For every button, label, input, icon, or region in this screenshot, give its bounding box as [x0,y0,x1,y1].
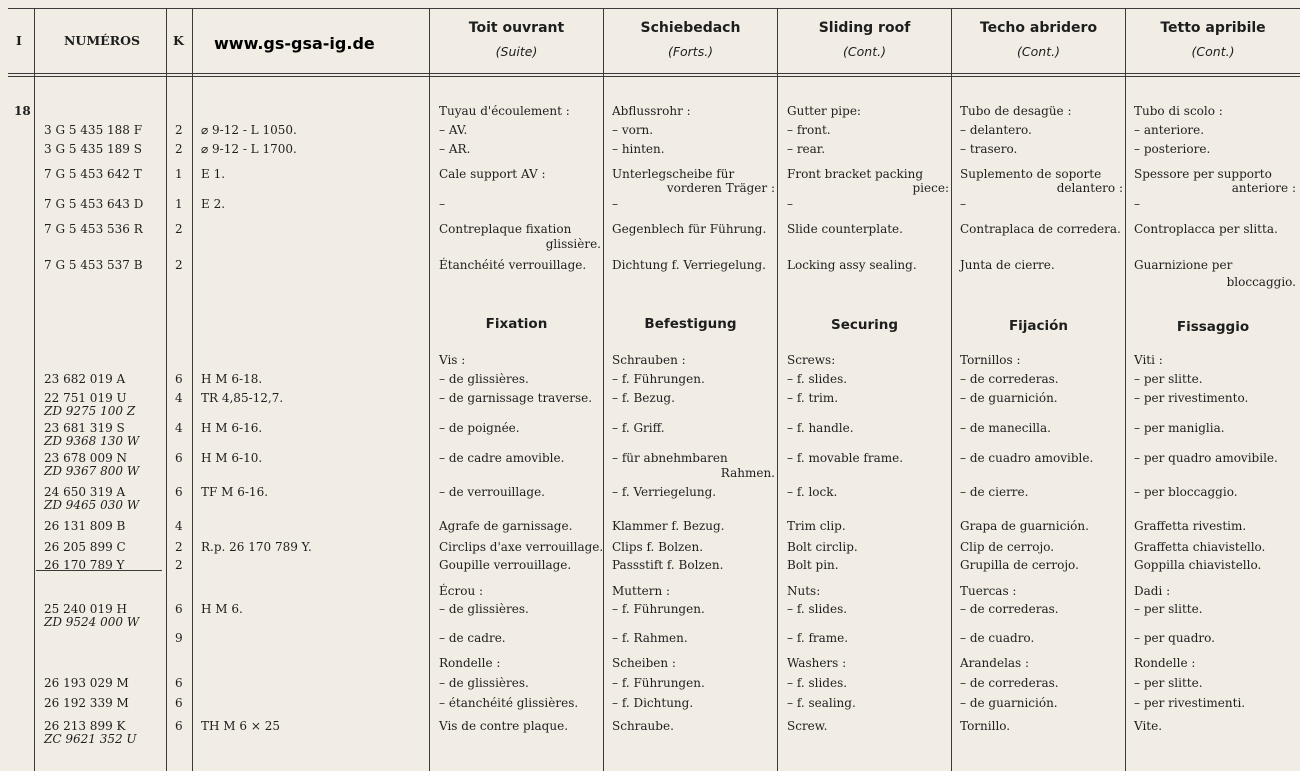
cell-en: – f. slides. [787,602,848,616]
cell-ref: 26 213 899 K [44,719,126,733]
cell-fr: – AV. [439,123,468,137]
cell-es: Grapa de guarnición. [960,519,1089,533]
header-col-i: I [16,33,22,48]
cell-k: 6 [175,485,183,499]
cell-de: Schraube. [612,719,674,733]
cell-de: Passstift f. Bolzen. [612,558,724,572]
cell-en: Bolt pin. [787,558,839,572]
col-divider [777,8,778,771]
header-col-k: K [173,33,184,48]
cell-it: – per rivestimento. [1134,391,1249,405]
cell-it: – posteriore. [1134,142,1211,156]
cell-ref-alt: ZC 9621 352 U [44,732,137,746]
cell-es: Suplemento de soporte [960,167,1102,181]
cell-spec: E 2. [201,197,226,211]
cell-it: Graffetta rivestim. [1134,519,1247,533]
cell-fr: – de garnissage traverse. [439,391,593,405]
cell-en: Screw. [787,719,828,733]
cell-ref: 7 G 5 453 537 B [44,258,143,272]
cell-de: – f. Dichtung. [612,696,694,710]
cell-k: 4 [175,519,183,533]
cell-es: – [960,197,966,211]
cell-k: 6 [175,602,183,616]
cell-de: Schrauben : [612,353,686,367]
cell-es: – delantero. [960,123,1032,137]
cell-es: Clip de cerrojo. [960,540,1055,554]
header-lang-sub: (Forts.) [667,44,714,59]
cell-de: – f. Bezug. [612,391,675,405]
cell-fr: Écrou : [439,584,484,598]
cell-fr: Rondelle : [439,656,501,670]
cell-es: – de cuadro. [960,631,1035,645]
cell-es: – de guarnición. [960,696,1058,710]
cell-spec: TR 4,85-12,7. [201,391,284,405]
cell-ref: 23 681 319 S [44,421,125,435]
cell-en: Nuts: [787,584,821,598]
section-heading: Befestigung [644,316,737,332]
cell-spec: R.p. 26 170 789 Y. [201,540,312,554]
cell-ref: 26 131 809 B [44,519,126,533]
cell-fr: – étanchéité glissières. [439,696,579,710]
cell-k: 2 [175,258,183,272]
cell-de: – f. Rahmen. [612,631,688,645]
header-lang-title: Schiebedach [640,20,741,36]
cell-en: Locking assy sealing. [787,258,917,272]
cell-k: 6 [175,696,183,710]
cell-fr: Circlips d'axe verrouillage. [439,540,604,554]
cell-en: – f. frame. [787,631,849,645]
cell-es: Tornillos : [960,353,1021,367]
cell-es: – de guarnición. [960,391,1058,405]
cell-ref-alt: ZD 9524 000 W [44,615,140,629]
header-col-numeros: NUMÉROS [64,33,140,48]
cell-es: – de correderas. [960,602,1059,616]
cell-de: – f. Führungen. [612,602,705,616]
cell-en: – f. handle. [787,421,854,435]
cell-k: 6 [175,676,183,690]
section-heading: Fissaggio [1176,319,1250,335]
cell-k: 1 [175,167,183,181]
cell-en: – rear. [787,142,826,156]
cell-en: – f. sealing. [787,696,856,710]
cell-ref: 23 678 009 N [44,451,128,465]
cell-it: – per slitte. [1134,676,1203,690]
cell-it: Spessore per supporto [1134,167,1272,181]
cell-en: – f. lock. [787,485,838,499]
cell-it: Graffetta chiavistello. [1134,540,1266,554]
cell-de: Muttern : [612,584,671,598]
cell-fr: – de verrouillage. [439,485,545,499]
cell-de: – f. Führungen. [612,372,705,386]
cell-de: Clips f. Bolzen. [612,540,704,554]
cell-fr: – de cadre. [439,631,506,645]
cell-en: – f. slides. [787,676,848,690]
cell-ref: 7 G 5 453 536 R [44,222,143,236]
header-lang-sub: (Cont.) [843,44,886,59]
cell-es: delantero : [1056,181,1123,195]
cell-es: Tornillo. [960,719,1011,733]
cell-fr: Cale support AV : [439,167,546,181]
cell-es: – trasero. [960,142,1018,156]
cell-es: Tubo de desagüe : [960,104,1072,118]
cell-ref-alt: ZD 9367 800 W [44,464,140,478]
cell-es: – de manecilla. [960,421,1051,435]
cell-spec: E 1. [201,167,226,181]
cell-de: – f. Griff. [612,421,665,435]
header-separator-2 [8,76,1300,77]
cell-k: 1 [175,197,183,211]
cell-it: – per quadro amovibile. [1134,451,1278,465]
cell-de: – f. Verriegelung. [612,485,717,499]
cell-de: – [612,197,618,211]
cell-it: Vite. [1134,719,1163,733]
cell-k: 2 [175,123,183,137]
cell-spec: ⌀ 9-12 - L 1050. [201,123,297,137]
cell-en: – [787,197,793,211]
cell-spec: H M 6-10. [201,451,263,465]
cell-k: 6 [175,372,183,386]
cell-es: Arandelas : [960,656,1030,670]
cell-fr: glissière. [545,237,601,251]
cell-ref: 7 G 5 453 642 T [44,167,142,181]
group-number: 18 [14,104,31,118]
cell-de: Unterlegscheibe für [612,167,735,181]
col-divider [951,8,952,771]
cell-de: Rahmen. [720,466,775,480]
cell-en: Slide counterplate. [787,222,903,236]
cell-it: anteriore : [1231,181,1296,195]
header-lang-sub: (Suite) [495,44,538,59]
cell-it: Dadi : [1134,584,1171,598]
cell-en: Trim clip. [787,519,846,533]
cell-ref-alt: ZD 9275 100 Z [44,404,136,418]
section-heading: Fixation [485,316,548,332]
col-divider [192,8,193,771]
cell-k: 2 [175,558,183,572]
cell-en: – f. trim. [787,391,839,405]
cell-k: 2 [175,222,183,236]
cell-de: vorderen Träger : [666,181,775,195]
cell-es: Tuercas : [960,584,1017,598]
cell-es: – de correderas. [960,676,1059,690]
cell-fr: Agrafe de garnissage. [439,519,573,533]
header-lang-sub: (Cont.) [1191,44,1235,59]
cell-ref-alt: ZD 9465 030 W [44,498,140,512]
cell-ref: 24 650 319 A [44,485,126,499]
cell-en: – front. [787,123,831,137]
cell-it: bloccaggio. [1226,275,1296,289]
cell-k: 4 [175,391,183,405]
website-watermark: www.gs-gsa-ig.de [214,34,375,53]
header-lang-sub: (Cont.) [1017,44,1060,59]
cell-k: 9 [175,631,183,645]
cell-en: Screws: [787,353,836,367]
cell-ref: 25 240 019 H [44,602,127,616]
cell-ref: 7 G 5 453 643 D [44,197,144,211]
cell-spec: H M 6-16. [201,421,263,435]
cell-it: – per maniglia. [1134,421,1225,435]
cell-it: – anteriore. [1134,123,1205,137]
cell-fr: – de poignée. [439,421,520,435]
cell-de: – hinten. [612,142,665,156]
cell-fr: Goupille verrouillage. [439,558,572,572]
cell-es: – de cierre. [960,485,1029,499]
header-lang-title: Tetto apribile [1160,20,1266,36]
cell-ref: 3 G 5 435 189 S [44,142,142,156]
cell-it: Viti : [1134,353,1163,367]
cell-es: Junta de cierre. [960,258,1055,272]
section-heading: Securing [830,317,899,333]
cell-fr: – de cadre amovible. [439,451,565,465]
header-lang-title: Techo abridero [979,20,1098,36]
cell-it: – per rivestimenti. [1134,696,1246,710]
col-divider [166,8,167,771]
cell-en: Front bracket packing [787,167,924,181]
col-divider [603,8,604,771]
header-separator [8,73,1300,74]
cell-fr: – de glissières. [439,602,529,616]
cell-en: piece: [912,181,949,195]
cell-de: Gegenblech für Führung. [612,222,767,236]
cell-it: – per slitte. [1134,372,1203,386]
cell-it: Goppilla chiavistello. [1134,558,1262,572]
header-lang-title: Toit ouvrant [468,20,565,36]
cell-de: – vorn. [612,123,654,137]
cell-it: – per quadro. [1134,631,1215,645]
cell-en: – f. movable frame. [787,451,904,465]
cell-fr: Vis : [439,353,466,367]
header-lang-title: Sliding roof [818,20,911,36]
top-border [8,8,1300,9]
cell-de: – für abnehmbaren [612,451,728,465]
cell-es: – de cuadro amovible. [960,451,1094,465]
cell-ref: 26 170 789 Y [44,558,125,572]
cell-spec: ⌀ 9-12 - L 1700. [201,142,297,156]
cell-fr: – de glissières. [439,676,529,690]
cell-fr: – de glissières. [439,372,529,386]
cell-de: Abflussrohr : [612,104,691,118]
cell-es: – de correderas. [960,372,1059,386]
cell-it: – [1134,197,1140,211]
cell-de: Klammer f. Bezug. [612,519,725,533]
cell-fr: Étanchéité verrouillage. [439,258,587,272]
section-heading: Fijación [1008,318,1069,334]
cell-ref: 3 G 5 435 188 F [44,123,143,137]
cell-it: Controplacca per slitta. [1134,222,1278,236]
cell-en: – f. slides. [787,372,848,386]
col-divider [1125,8,1126,771]
cell-es: Grupilla de cerrojo. [960,558,1079,572]
cell-ref: 26 192 339 M [44,696,129,710]
cell-fr: – AR. [439,142,471,156]
cell-k: 6 [175,451,183,465]
cell-fr: Contreplaque fixation [439,222,572,236]
cell-spec: H M 6-18. [201,372,263,386]
cell-k: 2 [175,142,183,156]
cell-de: – f. Führungen. [612,676,705,690]
cell-ref: 23 682 019 A [44,372,126,386]
cell-spec: H M 6. [201,602,243,616]
cell-it: – per bloccaggio. [1134,485,1238,499]
cell-it: Guarnizione per [1134,258,1233,272]
col-divider [34,8,35,771]
col-divider [429,8,430,771]
cell-k: 6 [175,719,183,733]
cell-en: Gutter pipe: [787,104,861,118]
cell-fr: Vis de contre plaque. [439,719,569,733]
cell-it: Tubo di scolo : [1134,104,1223,118]
cell-k: 2 [175,540,183,554]
cell-it: Rondelle : [1134,656,1196,670]
cell-fr: – [439,197,445,211]
cell-spec: TF M 6-16. [201,485,269,499]
cell-de: Dichtung f. Verriegelung. [612,258,766,272]
cell-en: Washers : [787,656,847,670]
cell-es: Contraplaca de corredera. [960,222,1121,236]
cell-ref: 26 205 899 C [44,540,126,554]
cell-fr: Tuyau d'écoulement : [439,104,570,118]
cell-ref-alt: ZD 9368 130 W [44,434,140,448]
cell-it: – per slitte. [1134,602,1203,616]
cell-spec: TH M 6 × 25 [201,719,280,733]
cell-ref: 26 193 029 M [44,676,129,690]
cell-de: Scheiben : [612,656,676,670]
cell-en: Bolt circlip. [787,540,858,554]
cell-ref: 22 751 019 U [44,391,127,405]
cell-k: 4 [175,421,183,435]
